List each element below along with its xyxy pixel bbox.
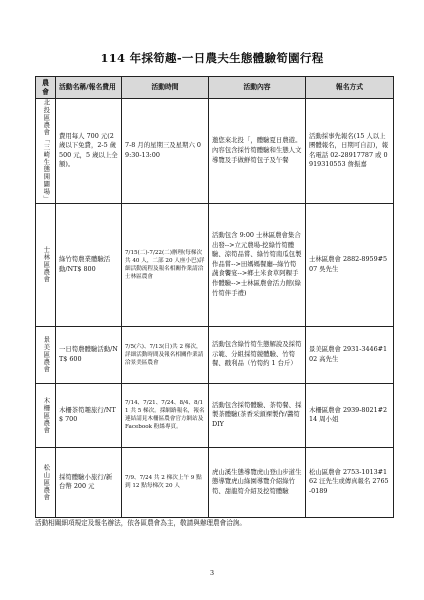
signup-cell: 士林區農會 2882-8959#507 吳先生	[306, 203, 394, 326]
content-cell: 活動包含採筍體驗、茶筍餐、採製茶體驗(茶香采頭裸製作/醬筍 DIY	[209, 383, 306, 447]
table-row	[36, 99, 394, 204]
content-cell: 虎山溪生態導覽虎山登山步道生態導覽虎山綠園導覽介紹綠竹筍、甜龍筍介紹及挖筍體驗	[209, 447, 306, 517]
activity-cell: 一日筍農體驗活動/NT$ 600	[56, 326, 122, 383]
farm-cell: 松山區農會	[36, 447, 56, 517]
signup-cell: 松山區農會 2753-1013#162 汪先生或傳真報名 2765-0189	[306, 447, 394, 517]
header-signup: 報名方式	[306, 77, 394, 99]
farm-cell: 木柵區農會	[36, 383, 56, 447]
header-content: 活動內容	[209, 77, 306, 99]
activity-cell: 綠竹筍農業體驗活動/NT$ 800	[56, 203, 122, 326]
farm-cell: 景美區農會	[36, 326, 56, 383]
activity-cell: 費用每人 700 元(2 歲以下免費，2-5 歲 500 元，5 歲以上全額)。	[56, 99, 122, 204]
time-cell: 7/5(六)、7/13(日)共 2 梯次，詳細活動時間及報名相關作業請洽景美區農會	[122, 326, 209, 383]
table-row	[36, 326, 394, 383]
page-title: 114 年採筍趣-一日農夫生態體驗筍園行程	[100, 51, 324, 65]
content-cell: 邀您來北投「，體驗夏日農遊。內容包含採竹筍體驗和生態人文導覽及手做鮮筍包子及午餐	[209, 99, 306, 204]
content-cell: 活動包含 9:00 士林區農會集合出發-->立元農場-挖綠竹筍體驗、涼筍品嘗、綠竹筍南瓜包製作品嘗-->田媽媽餐廳--綠竹筍蔬食饗宴-->鄉土米食草阿粿手作體驗-->士林區農會活力館(綠竹筍伴手禮)	[209, 203, 306, 326]
activity-cell: 採筍體驗小旅行/新台幣 200 元	[56, 447, 122, 517]
table-header-row	[36, 77, 394, 99]
content-cell: 活動包含綠竹筍生態解說及採筍示範、分組採筍競體驗、竹筍餐、戳利品（竹筍約 1 台斤）	[209, 326, 306, 383]
table-row	[36, 383, 394, 447]
time-cell: 7/15(二)-7/22(二)辦理(每梯次共 40 人，二部 20 人座小巴)詳細活動流程及報名相關作業請洽士林區農會	[122, 203, 209, 326]
farm-cell: 士林區農會	[36, 203, 56, 326]
schedule-table	[35, 76, 394, 518]
table-row	[36, 203, 394, 326]
signup-cell: 活動採事先報名(15 人以上團體報名，日期可自訂)，報名電話 02-28917787 或 0919310553 詹振嘉	[306, 99, 394, 204]
signup-cell: 景美區農會 2931-3446#102 高先生	[306, 326, 394, 383]
signup-cell: 木柵區農會 2939-8021#214 周小姐	[306, 383, 394, 447]
time-cell: 7-8 月的星期三及星期六 09:30-13:00	[122, 99, 209, 204]
time-cell: 7/9、7/24 共 2 梯次上午 9 點到 12 點每梯次 20 人	[122, 447, 209, 517]
activity-cell: 木柵茶筍趣旅行/NT$ 700	[56, 383, 122, 447]
header-activity: 活動名稱/報名費用	[56, 77, 122, 99]
header-time: 活動時間	[122, 77, 209, 99]
time-cell: 7/14、7/21、7/24、8/4、8/11 共 5 梯次。採網路報名，報名連結請見木柵區農會官方網站及 Facebook 粉絲專頁。	[122, 383, 209, 447]
footnote: 活動相關細項規定及報名辦法，依各區農會為主，敬請與辦理農會洽詢。	[35, 519, 246, 527]
farm-cell: 北投區農會「三崎生態開闢場」	[36, 99, 56, 204]
header-farm: 農會	[36, 77, 56, 99]
page-number: 3	[209, 569, 215, 577]
table-row	[36, 447, 394, 517]
